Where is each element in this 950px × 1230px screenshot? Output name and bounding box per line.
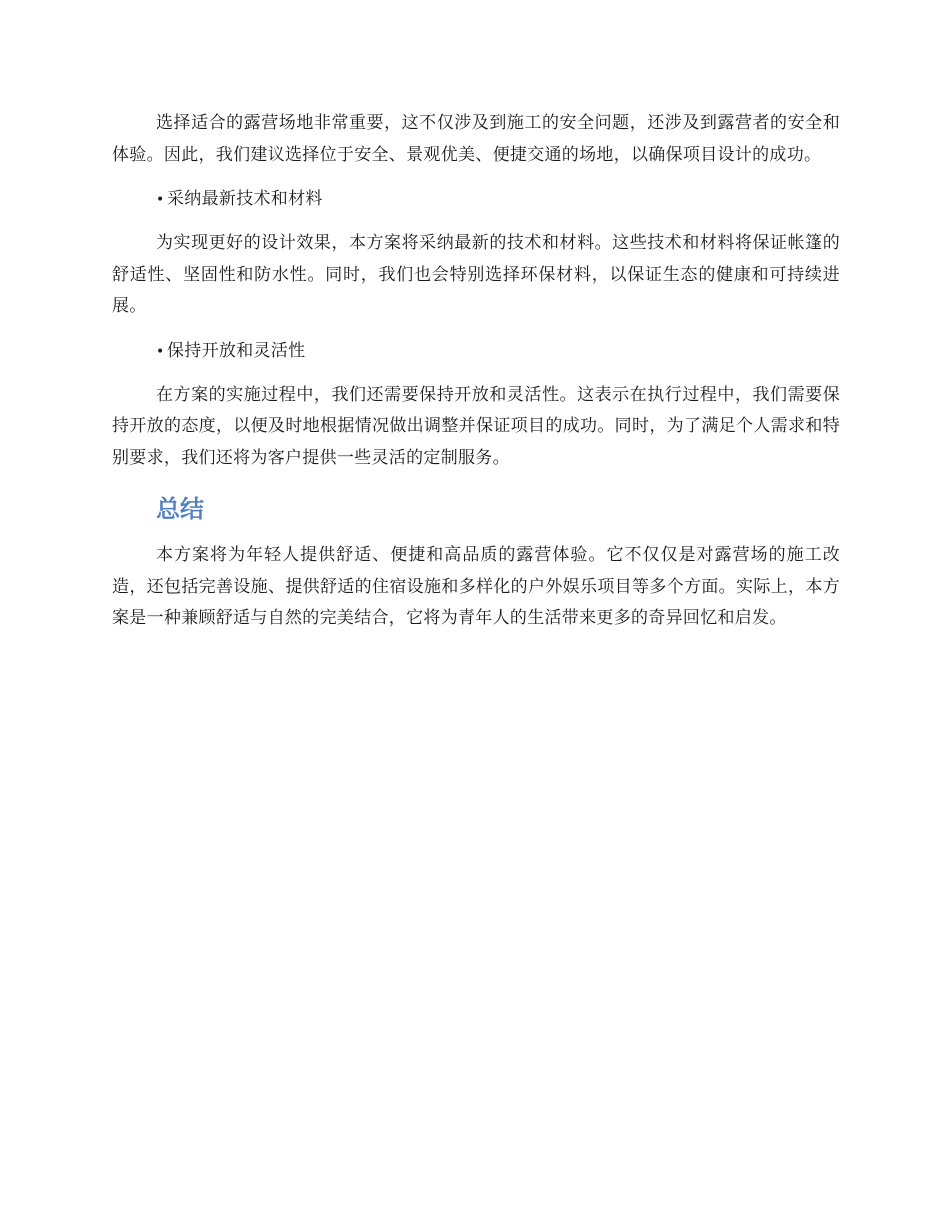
paragraph-summary: 本方案将为年轻人提供舒适、便捷和高品质的露营体验。它不仅仅是对露营场的施工改造，还包括完善设施、提供舒适的住宿设施和多样化的户外娱乐项目等多个方面。实际上，本方案是一种兼顾舒适与自然的完美结合，它将为青年人的生活带来更多的奇异回忆和启发。: [112, 545, 840, 628]
bullet-dot-icon: •: [156, 192, 165, 208]
paragraph-tech-materials: 为实现更好的设计效果，本方案将采纳最新的技术和材料。这些技术和材料将保证帐篷的舒适性、坚固性和防水性。同时，我们也会特别选择环保材料，以保证生态的健康和可持续进展。: [112, 233, 840, 316]
bullet-label: 采纳最新技术和材料: [167, 189, 323, 209]
paragraph-openness: 在方案的实施过程中，我们还需要保持开放和灵活性。这表示在执行过程中，我们需要保持开放的态度，以便及时地根据情况做出调整并保证项目的成功。同时，为了满足个人需求和特别要求，我们还将为客户提供一些灵活的定制服务。: [112, 384, 840, 468]
document-page: [112, 108, 840, 649]
bullet-item-tech-materials: [156, 185, 840, 214]
bullet-label: 保持开放和灵活性: [167, 340, 306, 361]
section-heading-summary: 总结: [156, 495, 204, 523]
bullet-item-openness: [156, 337, 840, 366]
paragraph-site-selection: 选择适合的露营场地非常重要，这不仅涉及到施工的安全问题，还涉及到露营者的安全和体验。因此，我们建议选择位于安全、景观优美、便捷交通的场地，以确保项目设计的成功。: [112, 113, 840, 165]
bullet-dot-icon: •: [156, 343, 165, 360]
